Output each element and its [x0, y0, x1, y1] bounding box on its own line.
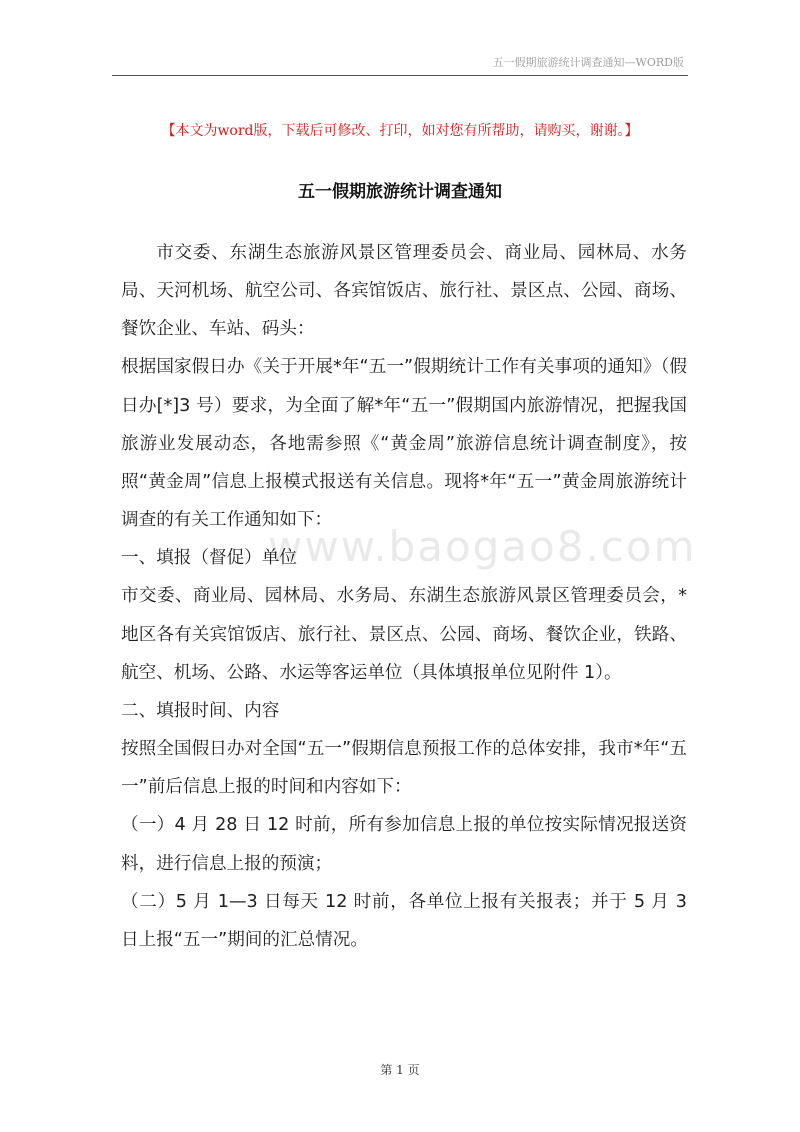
- document-body: [121, 234, 687, 959]
- running-header: 五一假期旅游统计调查通知—WORD版: [492, 56, 684, 69]
- paragraph-item-2: （二）5 月 1—3 日每天 12 时前，各单位上报有关报表；并于 5 月 3 日上报“五一”期间的汇总情况。: [121, 891, 687, 950]
- section-heading-units: 一、填报（督促）单位: [121, 548, 297, 569]
- document-title: 五一假期旅游统计调查通知: [298, 182, 502, 202]
- watermark: www.baogao8.com: [268, 522, 697, 571]
- paragraph-recipients: 市交委、东湖生态旅游风景区管理委员会、商业局、园林局、水务局、天河机场、航空公司、各宾馆饭店、旅行社、景区点、公园、商场、餐饮企业、车站、码头：: [121, 243, 687, 340]
- header-divider: [112, 75, 688, 76]
- paragraph-intro: 根据国家假日办《关于开展*年“五一”假期统计工作有关事项的通知》（假日办[*]3 号）要求，为全面了解*年“五一”假期国内旅游情况，把握我国旅游业发展动态，各地需参照《“黄金周”旅游信息统计调查制度》，按照“黄金周”信息上报模式报送有关信息。现将*年“五一”黄金周旅游统计调查的有关工作通知如下：: [121, 357, 687, 531]
- page-number: 第 1 页: [380, 1063, 420, 1077]
- section-heading-time: 二、填报时间、内容: [121, 700, 280, 721]
- paragraph-item-1: （一）4 月 28 日 12 时前，所有参加信息上报的单位按实际情况报送资料，进行信息上报的预演；: [121, 815, 687, 874]
- paragraph-units: 市交委、商业局、园林局、水务局、东湖生态旅游风景区管理委员会，*地区各有关宾馆饭店、旅行社、景区点、公园、商场、餐饮企业，铁路、航空、机场、公路、水运等客运单位（具体填报单位见附件 1）。: [121, 586, 687, 683]
- download-notice: 【本文为word版，下载后可修改、打印，如对您有所帮助，请购买，谢谢。】: [161, 123, 639, 139]
- paragraph-time-intro: 按照全国假日办对全国“五一”假期信息预报工作的总体安排，我市*年“五一”前后信息上报的时间和内容如下：: [121, 739, 687, 798]
